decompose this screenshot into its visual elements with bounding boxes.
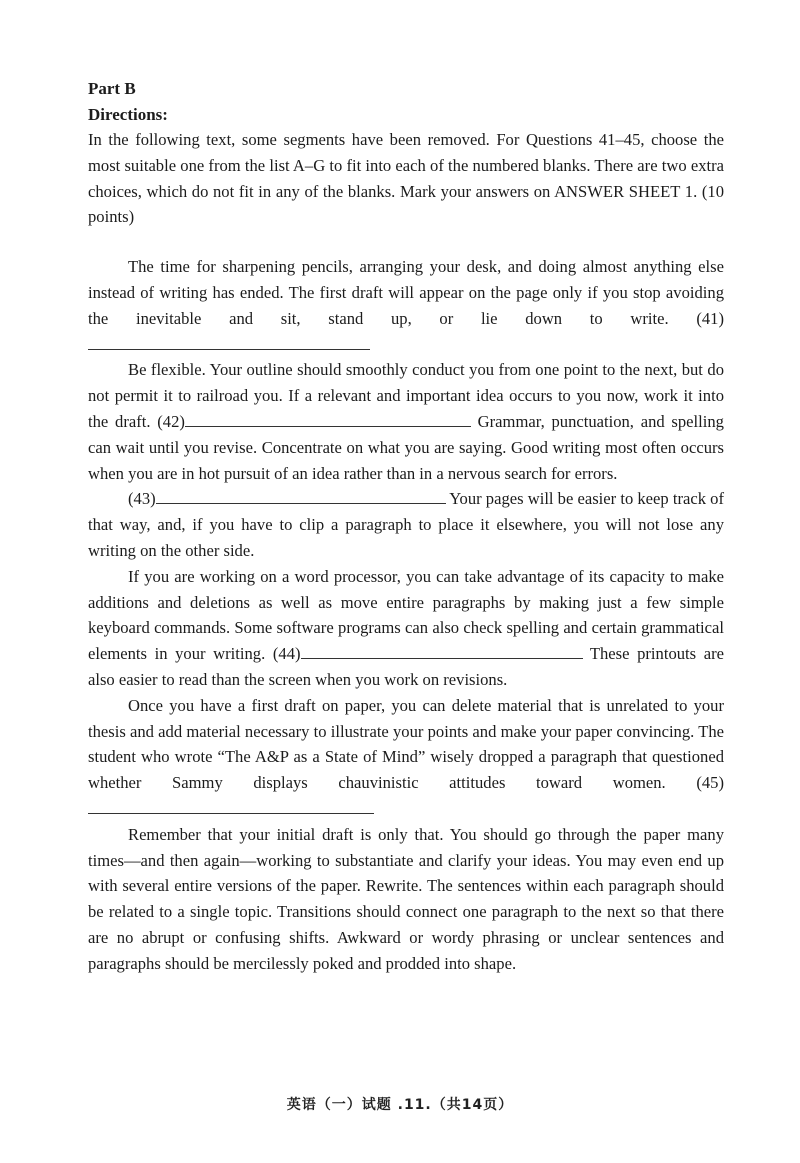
paragraph-4-text: If you are working on a word processor, you can take advantage of its capacity to make additions and deletions as well as move entire paragraphs by making just a few simple keyboard commands. Some software programs can also check spelling and certain grammatical elements in your writing. <box>88 566 724 664</box>
question-43-number: (43) <box>128 489 156 509</box>
spacer <box>88 230 724 254</box>
paragraph-2 <box>88 357 724 486</box>
question-41-number: (41) <box>696 308 724 328</box>
paragraph-5-text: Once you have a first draft on paper, you can delete material that is unrelated to your thesis and add material necessary to illustrate your points and make your paper convincing. The student who wrote “The A&P as a State of Mind” wisely dropped a paragraph that questioned whether Sammy displays chauvinistic attitudes toward women. <box>88 695 724 793</box>
paragraph-2b-text: Grammar, punctuation, and spelling can wait until you revise. Concentrate on what you are saying. Good writing most often occurs when you are in hot pursuit of an idea rather than in a nervous search for errors. <box>88 411 724 483</box>
exam-page <box>88 76 724 977</box>
question-42-number: (42) <box>157 411 185 431</box>
paragraph-1 <box>88 254 724 357</box>
directions-heading: Directions: <box>88 104 168 124</box>
paragraph-1-text: The time for sharpening pencils, arranging your desk, and doing almost anything else instead of writing has ended. The first draft will appear on the page only if you stop avoiding the inevitable and sit, stand up, or lie down to write. <box>88 257 724 328</box>
answer-blank-42 <box>185 409 471 427</box>
paragraph-4b-text: These printouts are also easier to read than the screen when you work on revisions. <box>88 644 724 689</box>
directions-text: In the following text, some segments have been removed. For Questions 41–45, choose the most suitable one from the list A–G to fit into each of the numbered blanks. There are two extra choices, which do not fit in any of the blanks. Mark your answers on ANSWER SHEET 1. (10 points) <box>88 130 724 227</box>
page-footer: 英语（一）试题 .11.（共14页） <box>286 1097 514 1113</box>
answer-blank-44 <box>301 641 583 659</box>
paragraph-6: Remember that your initial draft is only that. You should go through the paper many times—and then again—working to substantiate and clarify your ideas. You may even end up with several entire versions of the paper. Rewrite. The sentences within each paragraph should be related to a single topic. Transitions should connect one paragraph to the next so that there are no abrupt or confusing shifts. Awkward or wordy phrasing or unclear sentences and paragraphs should be mercilessly poked and prodded into shape. <box>88 824 724 973</box>
paragraph-2-text: Be flexible. Your outline should smoothly conduct you from one point to the next, but do not permit it to railroad you. If a relevant and important idea occurs to you now, work it into the draft. <box>88 360 724 431</box>
question-45-number: (45) <box>696 773 724 793</box>
answer-blank-45 <box>88 796 374 814</box>
paragraph-3 <box>88 486 724 563</box>
paragraph-5 <box>88 693 724 822</box>
paragraph-3-text: Your pages will be easier to keep track of that way, and, if you have to clip a paragraph to place it elsewhere, you will not lose any writing on the other side. <box>88 489 724 560</box>
question-44-number: (44) <box>272 644 301 664</box>
part-heading: Part B <box>88 79 136 98</box>
answer-blank-43 <box>156 486 446 504</box>
answer-blank-41 <box>88 332 370 350</box>
paragraph-4 <box>88 564 724 693</box>
